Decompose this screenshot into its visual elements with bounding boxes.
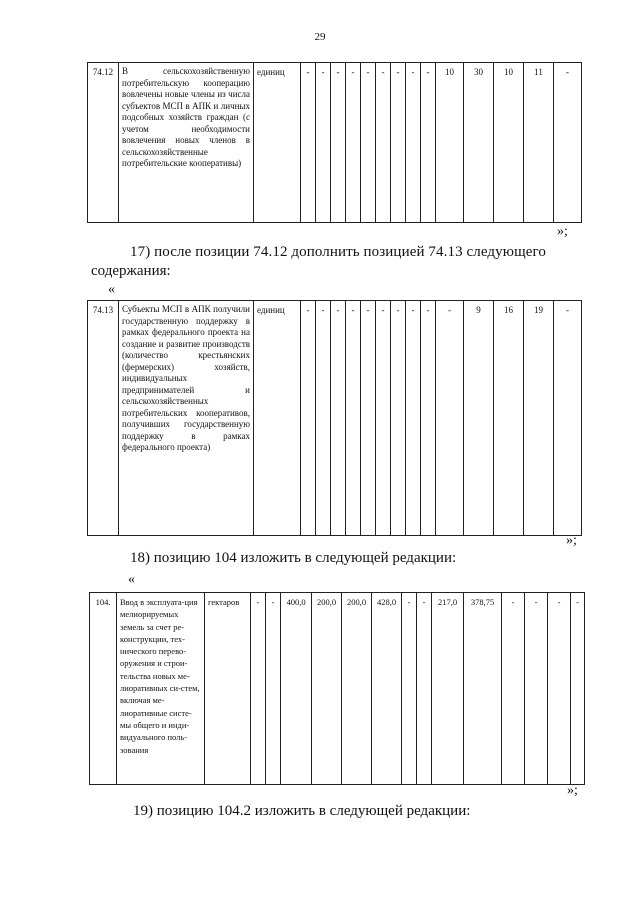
value-cell: -: [331, 63, 346, 223]
value-cell: 378,75: [464, 593, 502, 785]
value-cell: -: [361, 301, 376, 536]
closing-quote: »;: [567, 783, 578, 798]
value-cell: -: [548, 593, 571, 785]
value-cell: -: [346, 63, 361, 223]
value-cell: 10: [494, 63, 524, 223]
position-code: 104.: [90, 593, 117, 785]
value-cell: -: [301, 301, 316, 536]
value-cell: -: [436, 301, 464, 536]
value-cell: -: [421, 63, 436, 223]
value-cell: 200,0: [342, 593, 372, 785]
unit-cell: единиц: [254, 301, 301, 536]
value-cell: -: [361, 63, 376, 223]
opening-quote: «: [108, 282, 115, 297]
value-cell: -: [417, 593, 432, 785]
instruction-17-line2: содержания:: [91, 263, 171, 279]
position-description: Ввод в эксплуата-ция мелиорируемых земель за счет ре-конструкции, тех-нического перево-оружения и строи-тельства новых ме-лиоративных си-стем, включая ме-лиоративные систе-мы общего и инди-видуального поль-зования: [117, 593, 205, 785]
closing-quote: »;: [557, 224, 568, 239]
value-cell: -: [525, 593, 548, 785]
value-cell: -: [406, 301, 421, 536]
position-code: 74.13: [88, 301, 119, 536]
value-cell: -: [266, 593, 281, 785]
value-cell: -: [571, 593, 585, 785]
unit-cell: гектаров: [205, 593, 251, 785]
instruction-18: 18) позицию 104 изложить в следующей редакции:: [130, 550, 457, 566]
table-74-12: [87, 62, 582, 223]
position-description: В сельскохозяйственную потребительскую кооперацию вовлечены новые члены из числа субъектов МСП в АПК и личных подсобных хозяйств граждан (с учетом необходимости вовлечения новых членов в сельскохозяйственные потребительские кооперативы): [119, 63, 254, 223]
value-cell: 30: [464, 63, 494, 223]
instruction-19: 19) позицию 104.2 изложить в следующей редакции:: [133, 803, 471, 819]
value-cell: -: [391, 301, 406, 536]
page-number: 29: [314, 31, 326, 43]
table-104: [89, 592, 585, 785]
value-cell: 19: [524, 301, 554, 536]
value-cell: -: [502, 593, 525, 785]
value-cell: -: [316, 301, 331, 536]
position-code: 74.12: [88, 63, 119, 223]
value-cell: 10: [436, 63, 464, 223]
value-cell: -: [554, 63, 582, 223]
value-cell: 217,0: [432, 593, 464, 785]
opening-quote: «: [128, 572, 135, 587]
instruction-17-line1: 17) после позиции 74.12 дополнить позицией 74.13 следующего: [130, 244, 546, 260]
value-cell: -: [402, 593, 417, 785]
value-cell: 9: [464, 301, 494, 536]
value-cell: -: [554, 301, 582, 536]
value-cell: -: [301, 63, 316, 223]
closing-quote: »;: [566, 533, 577, 548]
value-cell: 400,0: [281, 593, 312, 785]
value-cell: -: [346, 301, 361, 536]
value-cell: -: [391, 63, 406, 223]
value-cell: -: [251, 593, 266, 785]
value-cell: 11: [524, 63, 554, 223]
value-cell: 428,0: [372, 593, 402, 785]
value-cell: -: [376, 63, 391, 223]
value-cell: 16: [494, 301, 524, 536]
table-row: [88, 63, 582, 223]
table-74-13: [87, 300, 582, 536]
position-description: Субъекты МСП в АПК получили государственную поддержку в рамках федерального проекта на создание и развитие производств (количество крестьянских (фермерских) хозяйств, индивидуальных предпринимателей и сельскохозяйственных потребительских кооперативов, получивших государственную поддержку в рамках федерального проекта): [119, 301, 254, 536]
value-cell: -: [316, 63, 331, 223]
value-cell: -: [421, 301, 436, 536]
value-cell: -: [376, 301, 391, 536]
table-row: [88, 301, 582, 536]
unit-cell: единиц: [254, 63, 301, 223]
value-cell: -: [406, 63, 421, 223]
value-cell: -: [331, 301, 346, 536]
table-row: [90, 593, 585, 785]
value-cell: 200,0: [312, 593, 342, 785]
